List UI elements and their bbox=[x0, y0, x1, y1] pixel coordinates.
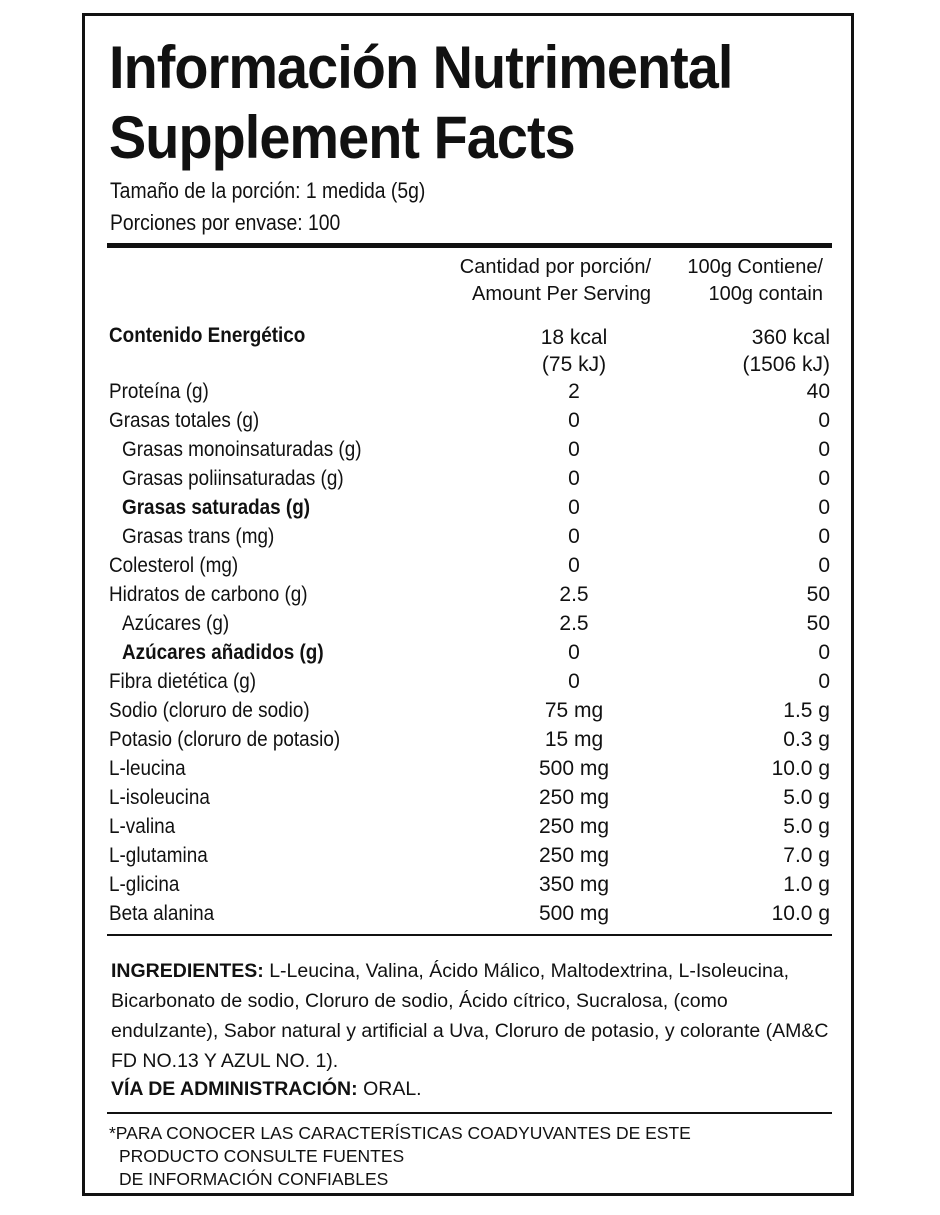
nutrient-per-serving: 0 bbox=[568, 467, 580, 490]
nutrient-label: Proteína (g) bbox=[109, 380, 209, 403]
nutrient-row bbox=[107, 467, 832, 496]
nutrient-row bbox=[107, 525, 832, 554]
nutrient-per-100g: 10.0 g bbox=[771, 757, 830, 780]
nutrient-per-100g: 0 bbox=[818, 525, 830, 548]
footnote-line: PRODUCTO CONSULTE FUENTES bbox=[119, 1146, 405, 1166]
nutrient-row bbox=[107, 873, 832, 902]
nutrient-row bbox=[107, 380, 832, 409]
nutrient-per-serving: 0 bbox=[568, 554, 580, 577]
column-header-per-serving-line2: Amount Per Serving bbox=[472, 283, 651, 305]
nutrient-label: L-valina bbox=[109, 815, 176, 838]
divider bbox=[107, 934, 832, 936]
nutrient-row bbox=[107, 757, 832, 786]
footnote-line: DE INFORMACIÓN CONFIABLES bbox=[119, 1169, 389, 1189]
energy-per-100g-kcal: 360 kcal bbox=[751, 326, 830, 349]
nutrient-row bbox=[107, 641, 832, 670]
ingredients-block bbox=[111, 956, 831, 1076]
nutrient-label: Grasas poliinsaturadas (g) bbox=[122, 467, 344, 490]
nutrient-row bbox=[107, 496, 832, 525]
nutrient-per-100g: 10.0 g bbox=[771, 902, 830, 925]
title-english: Supplement Facts bbox=[109, 104, 575, 171]
ingredients-label: INGREDIENTES: bbox=[111, 960, 264, 982]
nutrient-label: Azúcares añadidos (g) bbox=[122, 641, 324, 664]
nutrient-label: Grasas saturadas (g) bbox=[122, 496, 311, 519]
nutrient-per-serving: 0 bbox=[568, 438, 580, 461]
nutrient-row bbox=[107, 786, 832, 815]
nutrient-row bbox=[107, 699, 832, 728]
ingredients-text: L-Leucina, Valina, Ácido Málico, Maltodextrina, L-Isoleucina, Bicarbonato de sodio, Cloruro de sodio, Ácido cítrico, Sucralosa, (como endulzante), Sabor natural y artificial a Uva, Cloruro de potasio, y colorante (AM&C FD NO.13 Y AZUL NO. 1). bbox=[111, 960, 829, 1072]
nutrient-label: Grasas totales (g) bbox=[109, 409, 260, 432]
serving-size: Tamaño de la porción: 1 medida (5g) bbox=[110, 178, 426, 203]
energy-per-100g bbox=[690, 324, 830, 378]
nutrient-per-100g: 0 bbox=[818, 641, 830, 664]
nutrient-label: L-glutamina bbox=[109, 844, 208, 867]
nutrient-row bbox=[107, 902, 832, 931]
column-header-per-serving-line1: Cantidad por porción/ bbox=[459, 256, 651, 278]
nutrient-per-100g: 40 bbox=[806, 380, 830, 403]
nutrient-per-100g: 0.3 g bbox=[783, 728, 830, 751]
administration-route bbox=[111, 1078, 422, 1101]
nutrient-label: Hidratos de carbono (g) bbox=[109, 583, 308, 606]
nutrient-per-serving: 15 mg bbox=[544, 728, 604, 751]
nutrient-per-serving: 0 bbox=[568, 525, 580, 548]
nutrient-per-serving: 0 bbox=[568, 496, 580, 519]
nutrition-facts-panel bbox=[82, 13, 854, 1196]
footnote-line: *PARA CONOCER LAS CARACTERÍSTICAS COADYUVANTES DE ESTE bbox=[109, 1123, 691, 1143]
nutrient-row bbox=[107, 583, 832, 612]
nutrient-per-serving: 0 bbox=[568, 641, 580, 664]
nutrient-per-serving: 250 mg bbox=[538, 786, 610, 809]
nutrient-label: L-leucina bbox=[109, 757, 186, 780]
nutrient-per-serving: 2.5 bbox=[559, 583, 589, 606]
energy-per-serving-kj: (75 kJ) bbox=[541, 353, 607, 376]
column-header-per-serving bbox=[460, 254, 651, 308]
nutrient-per-100g: 0 bbox=[818, 554, 830, 577]
nutrient-per-100g: 0 bbox=[818, 467, 830, 490]
servings-per-container: Porciones por envase: 100 bbox=[110, 210, 341, 235]
nutrient-per-serving: 250 mg bbox=[538, 844, 610, 867]
nutrient-per-serving: 500 mg bbox=[538, 902, 610, 925]
nutrient-per-100g: 0 bbox=[818, 438, 830, 461]
energy-per-serving-kcal: 18 kcal bbox=[540, 326, 608, 349]
nutrient-label: L-glicina bbox=[109, 873, 180, 896]
nutrient-per-serving: 350 mg bbox=[538, 873, 610, 896]
nutrient-label: Grasas trans (mg) bbox=[122, 525, 275, 548]
nutrient-per-100g: 0 bbox=[818, 496, 830, 519]
administration-label: VÍA DE ADMINISTRACIÓN: bbox=[111, 1078, 358, 1100]
administration-value: ORAL. bbox=[363, 1078, 422, 1100]
thick-divider bbox=[107, 243, 832, 248]
nutrient-label: Grasas monoinsaturadas (g) bbox=[122, 438, 362, 461]
column-header-per-100g bbox=[687, 254, 823, 308]
nutrient-per-100g: 0 bbox=[818, 670, 830, 693]
nutrient-label: Potasio (cloruro de potasio) bbox=[109, 728, 341, 751]
nutrient-per-serving: 0 bbox=[568, 409, 580, 432]
nutrient-label: Beta alanina bbox=[109, 902, 215, 925]
nutrient-row bbox=[107, 438, 832, 467]
nutrient-per-serving: 2.5 bbox=[559, 612, 589, 635]
nutrient-per-100g: 1.5 g bbox=[783, 699, 830, 722]
nutrient-per-100g: 7.0 g bbox=[783, 844, 830, 867]
nutrient-row bbox=[107, 554, 832, 583]
column-header-per-100g-line1: 100g Contiene/ bbox=[687, 256, 823, 278]
title-spanish: Información Nutrimental bbox=[109, 34, 733, 101]
nutrient-label: L-isoleucina bbox=[109, 786, 210, 809]
nutrient-label: Fibra dietética (g) bbox=[109, 670, 257, 693]
nutrient-row bbox=[107, 815, 832, 844]
nutrient-per-100g: 50 bbox=[806, 612, 830, 635]
nutrient-per-serving: 75 mg bbox=[544, 699, 604, 722]
energy-label: Contenido Energético bbox=[109, 324, 306, 347]
nutrient-label: Colesterol (mg) bbox=[109, 554, 239, 577]
nutrient-label: Sodio (cloruro de sodio) bbox=[109, 699, 310, 722]
nutrient-per-serving: 2 bbox=[568, 380, 580, 403]
nutrient-per-100g: 1.0 g bbox=[783, 873, 830, 896]
nutrient-per-serving: 250 mg bbox=[538, 815, 610, 838]
column-header-per-100g-line2: 100g contain bbox=[708, 283, 823, 305]
nutrient-per-100g: 0 bbox=[818, 409, 830, 432]
nutrient-row bbox=[107, 844, 832, 873]
energy-per-serving bbox=[514, 324, 634, 378]
nutrient-row bbox=[107, 409, 832, 438]
nutrient-label: Azúcares (g) bbox=[122, 612, 230, 635]
nutrient-per-100g: 5.0 g bbox=[783, 815, 830, 838]
nutrient-row bbox=[107, 612, 832, 641]
footnote bbox=[109, 1122, 691, 1191]
energy-per-100g-kj: (1506 kJ) bbox=[742, 353, 830, 376]
energy-row bbox=[107, 324, 832, 378]
nutrient-per-serving: 500 mg bbox=[538, 757, 610, 780]
nutrient-per-serving: 0 bbox=[568, 670, 580, 693]
nutrient-per-100g: 50 bbox=[806, 583, 830, 606]
nutrient-per-100g: 5.0 g bbox=[783, 786, 830, 809]
divider bbox=[107, 1112, 832, 1114]
nutrient-row bbox=[107, 728, 832, 757]
nutrient-row bbox=[107, 670, 832, 699]
